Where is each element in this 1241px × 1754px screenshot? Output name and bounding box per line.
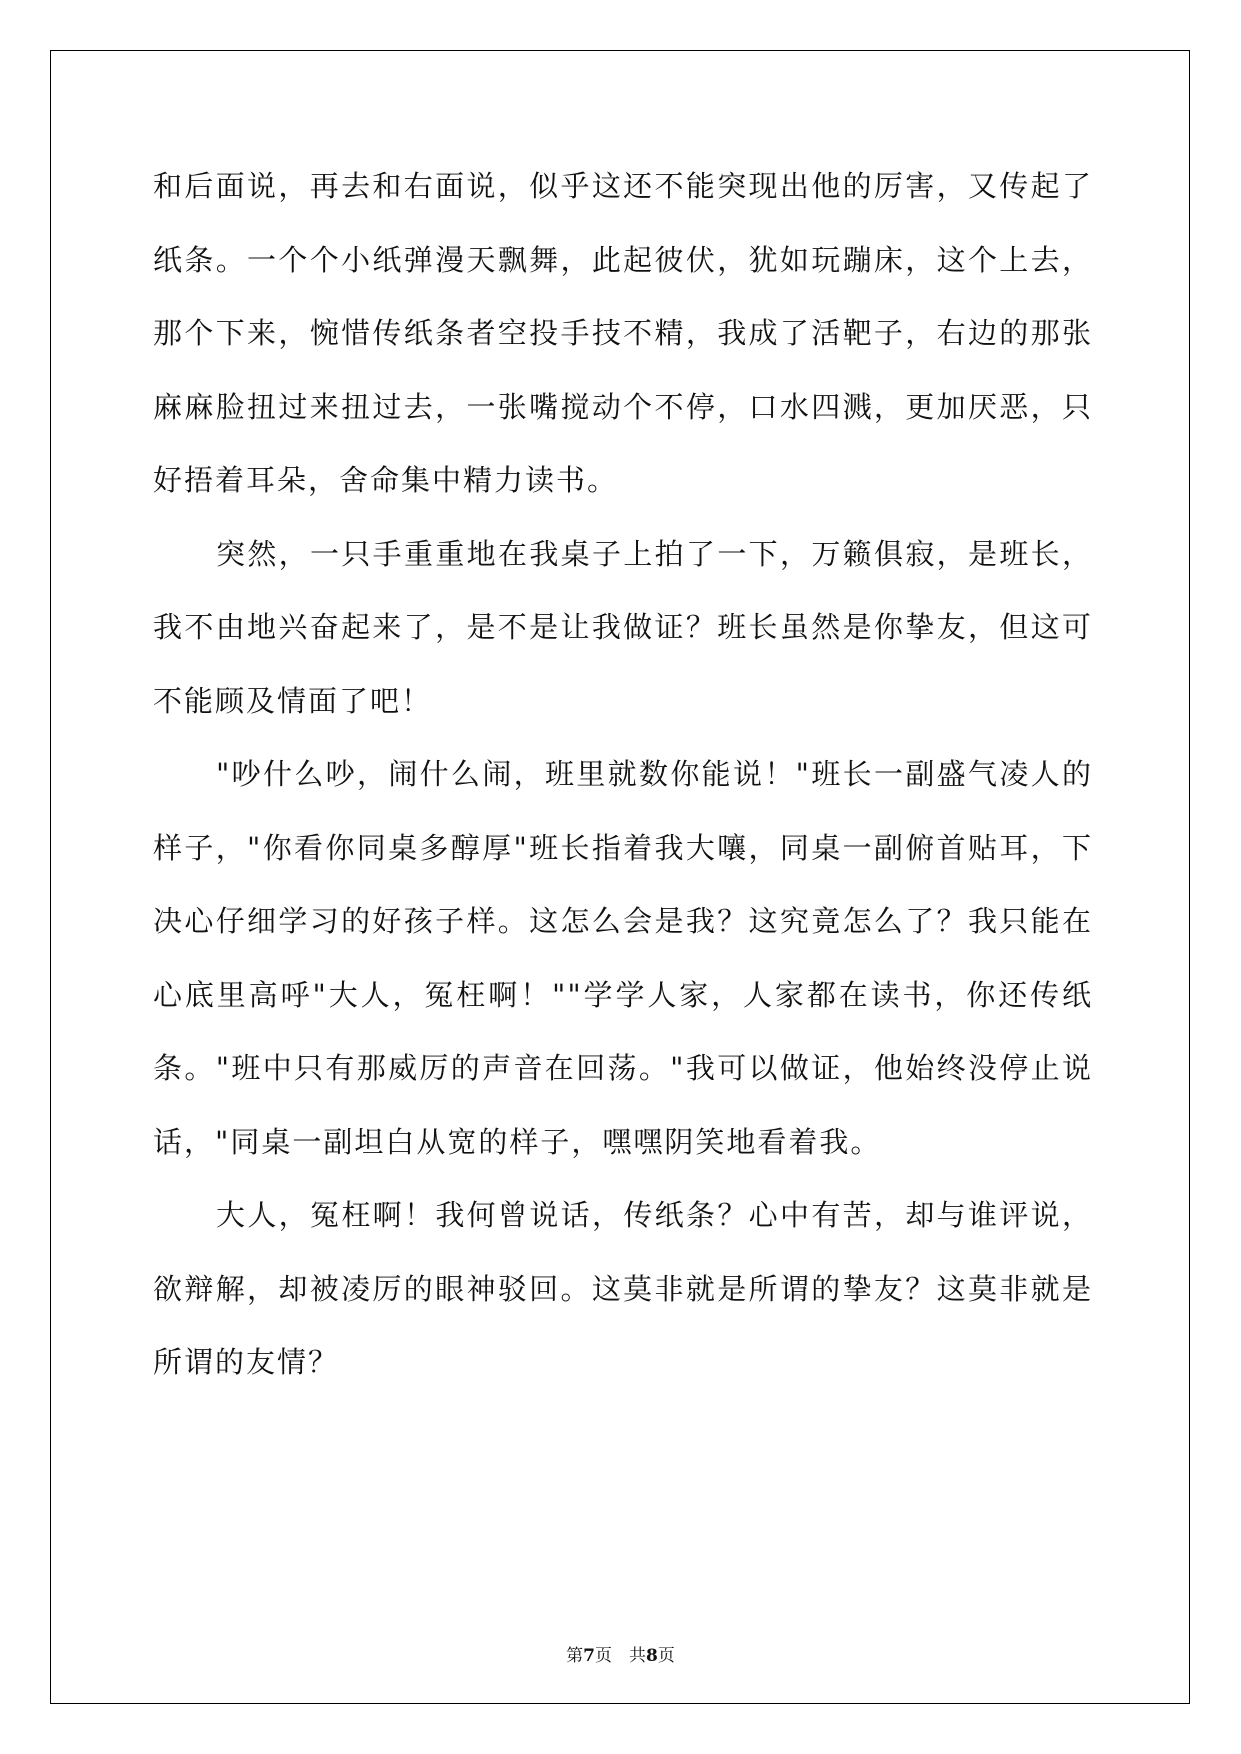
footer-suffix: 页 (657, 1646, 675, 1666)
paragraph-2: 突然，一只手重重地在我桌子上拍了一下，万籁俱寂，是班长，我不由地兴奋起来了，是不是让我做证？班长虽然是你挚友，但这可不能顾及情面了吧！ (153, 536, 1093, 718)
document-body (153, 150, 1093, 1400)
paragraph-1: 和后面说，再去和右面说，似乎这还不能突现出他的厉害，又传起了纸条。一个个小纸弹漫天飘舞，此起彼伏，犹如玩蹦床，这个上去，那个下来，惋惜传纸条者空投手技不精，我成了活靶子，右边的那张麻麻脸扭过来扭过去，一张嘴搅动个不停，口水四溅，更加厌恶，只好捂着耳朵，舍命集中精力读书。 (153, 169, 1093, 497)
paragraph-3: "吵什么吵，闹什么闹，班里就数你能说！"班长一副盛气凌人的样子，"你看你同桌多醇厚"班长指着我大嚷，同桌一副俯首贴耳，下决心仔细学习的好孩子样。这怎么会是我？这究竟怎么了？我只能在心底里高呼"大人，冤枉啊！""学学人家，人家都在读书，你还传纸条。"班中只有那威厉的声音在回荡。"我可以做证，他始终没停止说话，"同桌一副坦白从宽的样子，嘿嘿阴笑地看着我。 (153, 757, 1093, 1159)
footer-mid: 页 共 (595, 1646, 646, 1666)
current-page-number: 7 (583, 1646, 595, 1666)
page-footer (0, 1641, 1241, 1666)
footer-prefix: 第 (566, 1646, 584, 1666)
paragraph-4: 大人，冤枉啊！我何曾说话，传纸条？心中有苦，却与谁评说，欲辩解，却被凌厉的眼神驳回。这莫非就是所谓的挚友？这莫非就是所谓的友情？ (153, 1198, 1093, 1379)
total-page-number: 8 (646, 1646, 658, 1666)
